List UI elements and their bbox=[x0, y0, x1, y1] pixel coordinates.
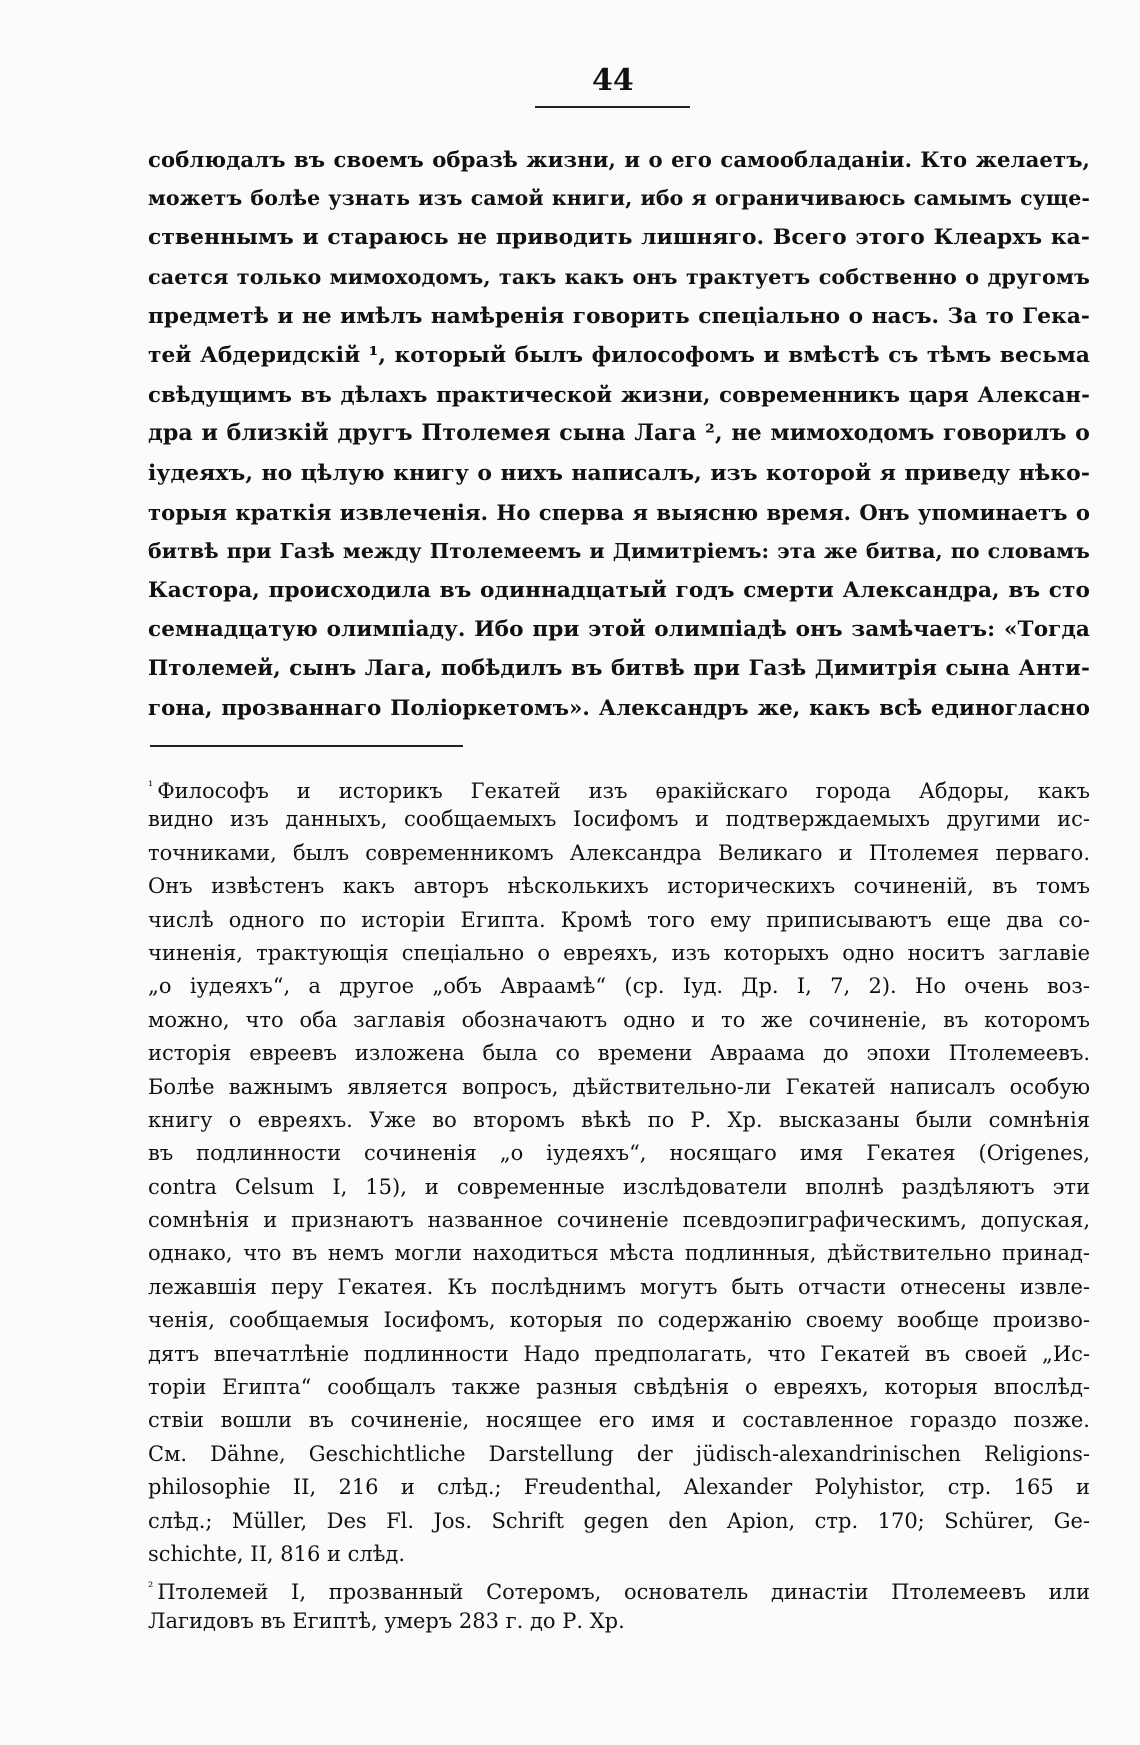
footnote-1-line: philosophie II, 216 и слѣд.; Freudenthal, Alexander Polyhistor, стр. 165 и bbox=[148, 1475, 1090, 1500]
footnote-2-marker: ² bbox=[148, 1580, 154, 1596]
page-number: 44 bbox=[592, 63, 634, 98]
text-line: іудеяхъ, но цѣлую книгу о нихъ написалъ, изъ которой я приведу нѣко- bbox=[148, 459, 1090, 486]
footnote-2-line bbox=[148, 1571, 1090, 1604]
text-line: предметѣ и не имѣлъ намѣренія говорить спеціально о насъ. За то Гека- bbox=[148, 303, 1090, 329]
footnote-1-line: schichte, II, 816 и слѣд. bbox=[148, 1541, 406, 1566]
text-line: дра и близкій другъ Птолемея сына Лага ², не мимоходомъ говорилъ о bbox=[148, 420, 1090, 447]
footnote-1-line: „о іудеяхъ“, а другое „объ Авраамѣ“ (ср. Іуд. Др. I, 7, 2). Но очень воз- bbox=[148, 974, 1090, 999]
text-line: тей Абдеридскій ¹, который былъ философомъ и вмѣстѣ съ тѣмъ весьма bbox=[148, 342, 1090, 368]
footnote-1-line: дятъ впечатлѣніе подлинности Надо предполагать, что Гекатей въ своей „Ис- bbox=[148, 1341, 1090, 1366]
text-line: семнадцатую олимпіаду. Ибо при этой олимпіадѣ онъ замѣчаетъ: «Тогда bbox=[148, 617, 1090, 643]
footnote-1-line: однако, что въ немъ могли находиться мѣста подлинныя, дѣйствительно принад- bbox=[148, 1241, 1090, 1266]
text-line: свѣдущимъ въ дѣлахъ практической жизни, современникъ царя Алексан- bbox=[148, 382, 1090, 408]
footnote-rule bbox=[150, 745, 463, 747]
footnote-1-line: точниками, былъ современникомъ Александра Великаго и Птолемея перваго. bbox=[148, 840, 1090, 865]
footnote-1-line: ствіи вошли въ сочиненіе, носящее его имя и составленное гораздо позже. bbox=[148, 1408, 1090, 1433]
footnote-1-line: слѣд.; Müller, Des Fl. Jos. Schrift gegen den Apion, стр. 170; Schürer, Ge- bbox=[148, 1508, 1090, 1533]
footnote-1-line: числѣ одного по исторіи Египта. Кромѣ того ему приписываютъ еще два со- bbox=[148, 907, 1090, 932]
footnote-1-line: contra Celsum I, 15), и современные изслѣдователи вполнѣ раздѣляютъ эти bbox=[148, 1174, 1090, 1199]
text-line: Кастора, происходила въ одиннадцатый годъ смерти Александра, въ сто bbox=[148, 578, 1090, 604]
footnote-1-line: видно изъ данныхъ, сообщаемыхъ Іосифомъ и подтверждаемыхъ другими ис- bbox=[148, 807, 1090, 832]
footnote-1-line: ченія, сообщаемыя Іосифомъ, которыя по содержанію своему вообще произво- bbox=[148, 1308, 1090, 1333]
footnote-2-line: Лагидовъ въ Египтѣ, умеръ 283 г. до Р. Хр. bbox=[148, 1608, 625, 1633]
text-line: Птолемей, сынъ Лага, побѣдилъ въ битвѣ при Газѣ Димитрія сына Анти- bbox=[148, 656, 1090, 682]
footnote-1-marker: ¹ bbox=[148, 779, 154, 794]
footnote-1-line: въ подлинности сочиненія „о іудеяхъ“, носящаго имя Гекатея (Origenes, bbox=[148, 1141, 1090, 1166]
footnote-1-line: торіи Египта“ сообщалъ также разныя свѣдѣнія о евреяхъ, которыя впослѣд- bbox=[148, 1375, 1090, 1400]
footnote-1-line: книгу о евреяхъ. Уже во второмъ вѣкѣ по Р. Хр. высказаны были сомнѣнія bbox=[148, 1107, 1090, 1132]
footnotes bbox=[148, 770, 1090, 1638]
text-line: соблюдалъ въ своемъ образѣ жизни, и о его самообладаніи. Кто желаетъ, bbox=[148, 147, 1090, 172]
text-line: гона, прозваннаго Поліоркетомъ». Александръ же, какъ всѣ единогласно bbox=[148, 695, 1090, 721]
footnote-1-line: сомнѣнія и признаютъ названное сочиненіе псевдоэпиграфическимъ, допуская, bbox=[148, 1208, 1090, 1233]
footnote-1-line bbox=[148, 770, 1090, 803]
footnote-1-line: Болѣе важнымъ является вопросъ, дѣйствительно-ли Гекатей написалъ особую bbox=[148, 1074, 1090, 1099]
text-line: торыя краткія извлеченія. Но сперва я выясню время. Онъ упоминаетъ о bbox=[148, 499, 1090, 525]
footnote-1-text: Философъ и историкъ Гекатей изъ ѳракійскаго города Абдоры, какъ bbox=[157, 779, 1090, 803]
footnote-1-line: См. Dähne, Geschichtliche Darstellung der jüdisch-alexandrinischen Religions- bbox=[148, 1441, 1090, 1466]
footnote-1-line: можно, что оба заглавія обозначаютъ одно и то же сочиненіе, въ которомъ bbox=[148, 1007, 1090, 1032]
footnote-1-line: лежавшія перу Гекатея. Къ послѣднимъ могутъ быть отчасти отнесены извле- bbox=[148, 1274, 1090, 1299]
footnote-1-line: исторія евреевъ изложена была со времени Авраама до эпохи Птолемеевъ. bbox=[148, 1041, 1090, 1066]
text-line: можетъ болѣе узнать изъ самой книги, ибо я ограничиваюсь самымъ суще- bbox=[148, 186, 1090, 211]
footnote-2-text: Птолемей I, прозванный Сотеромъ, основатель династіи Птолемеевъ или bbox=[157, 1580, 1090, 1605]
text-line: битвѣ при Газѣ между Птолемеемъ и Димитріемъ: эта же битва, по словамъ bbox=[148, 538, 1090, 563]
main-text bbox=[148, 140, 1090, 728]
page-number-rule bbox=[535, 106, 690, 108]
text-line: ственнымъ и стараюсь не приводить лишняго. Всего этого Клеархъ ка- bbox=[148, 225, 1090, 251]
footnote-1-line: чиненія, трактующія спеціально о евреяхъ, изъ которыхъ одно носитъ заглавіе bbox=[148, 940, 1090, 965]
footnote-1-line: Онъ извѣстенъ какъ авторъ нѣсколькихъ историческихъ сочиненій, въ томъ bbox=[148, 874, 1090, 899]
text-line: сается только мимоходомъ, такъ какъ онъ трактуетъ собственно о другомъ bbox=[148, 264, 1090, 289]
